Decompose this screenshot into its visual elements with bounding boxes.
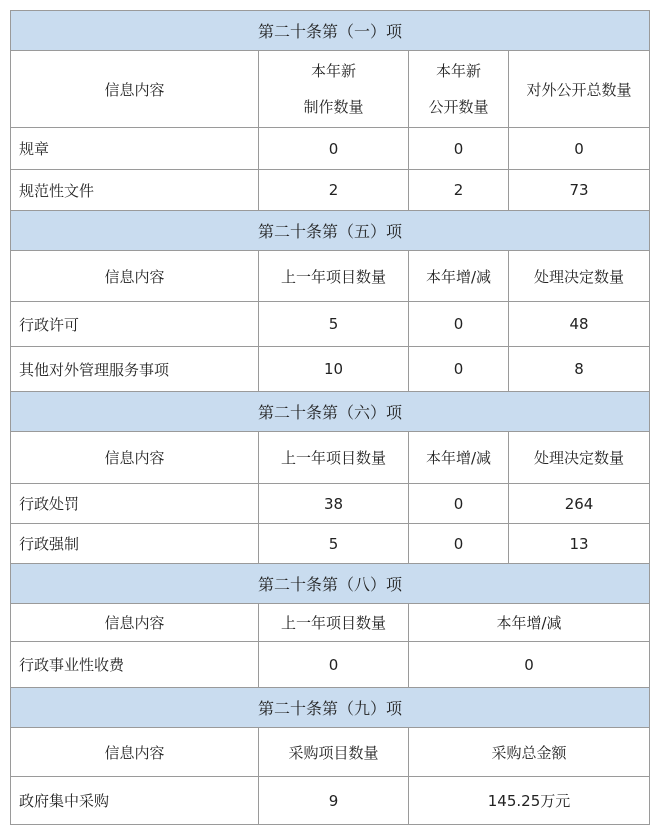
column-header-row bbox=[11, 251, 650, 302]
col-header-change: 本年增/减 bbox=[409, 604, 650, 642]
col-header-change: 本年增/减 bbox=[409, 432, 509, 484]
table-row bbox=[11, 642, 650, 688]
row-label: 行政处罚 bbox=[11, 484, 259, 524]
col-header-prev-count: 上一年项目数量 bbox=[259, 251, 409, 302]
col-header-new-public bbox=[409, 51, 509, 128]
col-header-prev-count: 上一年项目数量 bbox=[259, 604, 409, 642]
cell-value: 0 bbox=[409, 128, 509, 170]
row-label: 行政事业性收费 bbox=[11, 642, 259, 688]
section-title: 第二十条第（八）项 bbox=[11, 564, 650, 604]
disclosure-table bbox=[10, 10, 650, 825]
col-header-total-public: 对外公开总数量 bbox=[509, 51, 650, 128]
cell-value: 73 bbox=[509, 170, 650, 211]
col-header-line: 制作数量 bbox=[303, 98, 364, 116]
col-header-info: 信息内容 bbox=[11, 51, 259, 128]
section-header-row bbox=[11, 688, 650, 728]
section-title: 第二十条第（一）项 bbox=[11, 11, 650, 51]
cell-value: 0 bbox=[409, 302, 509, 347]
col-header-info: 信息内容 bbox=[11, 432, 259, 484]
col-header-decisions: 处理决定数量 bbox=[509, 432, 650, 484]
cell-value: 0 bbox=[409, 484, 509, 524]
cell-value: 2 bbox=[409, 170, 509, 211]
table-row bbox=[11, 484, 650, 524]
column-header-row bbox=[11, 432, 650, 484]
col-header-line: 本年新 bbox=[310, 62, 356, 80]
section-title: 第二十条第（九）项 bbox=[11, 688, 650, 728]
col-header-prev-count: 上一年项目数量 bbox=[259, 432, 409, 484]
cell-value: 0 bbox=[259, 128, 409, 170]
col-header-line: 本年新 bbox=[435, 62, 481, 80]
section-header-row bbox=[11, 211, 650, 251]
cell-value: 8 bbox=[509, 347, 650, 392]
cell-value: 5 bbox=[259, 302, 409, 347]
col-header-new-made bbox=[259, 51, 409, 128]
cell-value: 0 bbox=[409, 642, 650, 688]
table-row bbox=[11, 302, 650, 347]
cell-value: 264 bbox=[509, 484, 650, 524]
column-header-row bbox=[11, 51, 650, 128]
cell-value: 48 bbox=[509, 302, 650, 347]
col-header-decisions: 处理决定数量 bbox=[509, 251, 650, 302]
cell-value: 0 bbox=[409, 347, 509, 392]
table-row bbox=[11, 170, 650, 211]
cell-value: 2 bbox=[259, 170, 409, 211]
cell-value: 0 bbox=[409, 524, 509, 564]
cell-value: 0 bbox=[259, 642, 409, 688]
row-label: 行政强制 bbox=[11, 524, 259, 564]
cell-value: 0 bbox=[509, 128, 650, 170]
cell-value: 38 bbox=[259, 484, 409, 524]
table-row bbox=[11, 347, 650, 392]
col-header-info: 信息内容 bbox=[11, 251, 259, 302]
section-title: 第二十条第（五）项 bbox=[11, 211, 650, 251]
row-label: 其他对外管理服务事项 bbox=[11, 347, 259, 392]
row-label: 政府集中采购 bbox=[11, 777, 259, 825]
column-header-row bbox=[11, 604, 650, 642]
cell-value: 9 bbox=[259, 777, 409, 825]
table-row bbox=[11, 524, 650, 564]
row-label: 规章 bbox=[11, 128, 259, 170]
section-header-row bbox=[11, 392, 650, 432]
col-header-line: 公开数量 bbox=[428, 98, 489, 116]
cell-value: 145.25万元 bbox=[409, 777, 650, 825]
col-header-purchase-count: 采购项目数量 bbox=[259, 728, 409, 777]
row-label: 行政许可 bbox=[11, 302, 259, 347]
table-row bbox=[11, 128, 650, 170]
section-title: 第二十条第（六）项 bbox=[11, 392, 650, 432]
column-header-row bbox=[11, 728, 650, 777]
col-header-info: 信息内容 bbox=[11, 604, 259, 642]
col-header-purchase-total: 采购总金额 bbox=[409, 728, 650, 777]
section-header-row bbox=[11, 11, 650, 51]
cell-value: 5 bbox=[259, 524, 409, 564]
col-header-change: 本年增/减 bbox=[409, 251, 509, 302]
table-row bbox=[11, 777, 650, 825]
section-header-row bbox=[11, 564, 650, 604]
cell-value: 13 bbox=[509, 524, 650, 564]
cell-value: 10 bbox=[259, 347, 409, 392]
col-header-info: 信息内容 bbox=[11, 728, 259, 777]
row-label: 规范性文件 bbox=[11, 170, 259, 211]
